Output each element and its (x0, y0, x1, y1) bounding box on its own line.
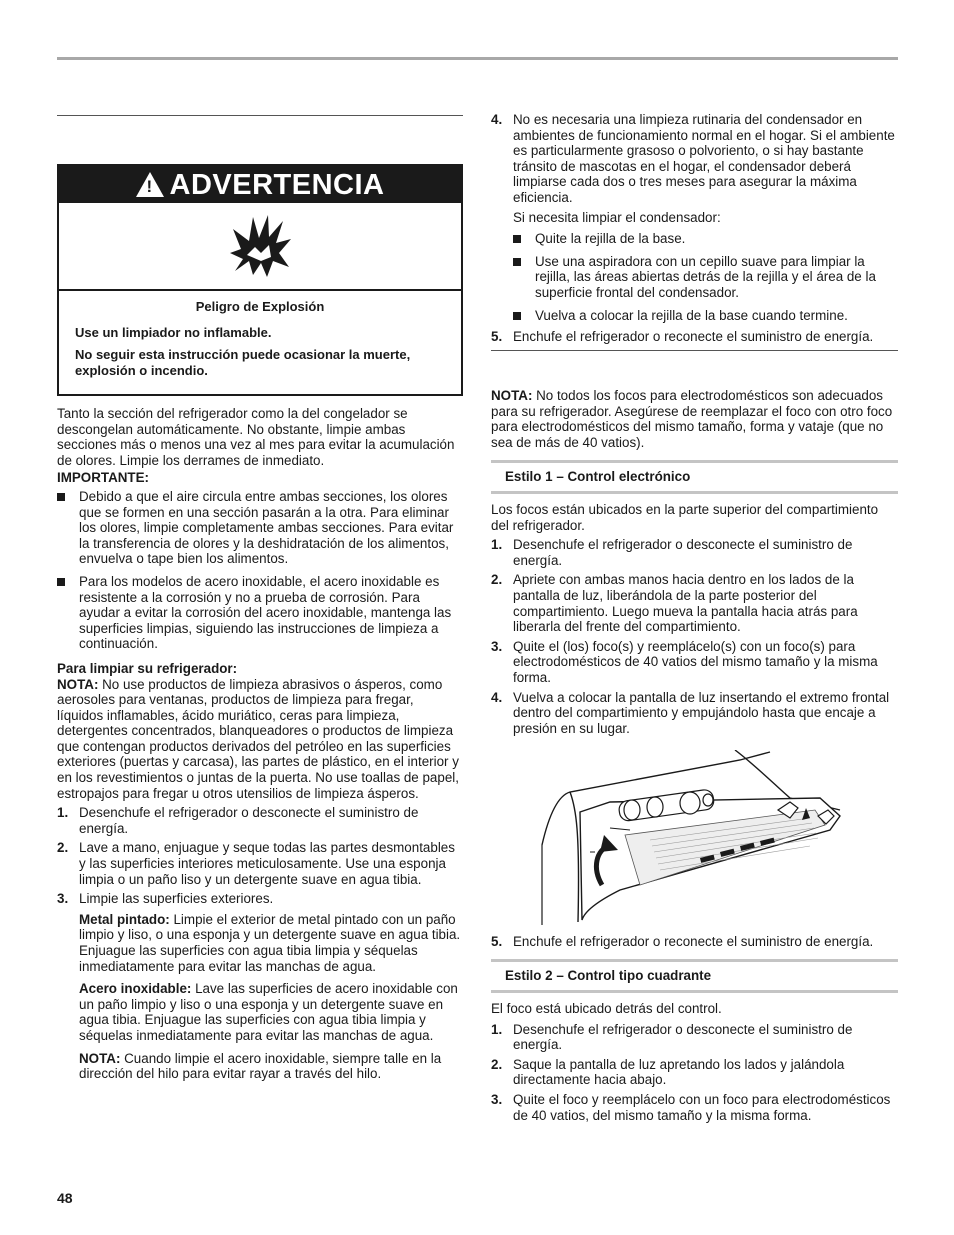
step-text: Apriete con ambas manos hacia dentro en los lados de la pantalla de luz, liberándola de la parte posterior del compartimiento. Luego mueva la pantalla hacia atrás para liberarla del frente del compartimiento. (513, 572, 858, 635)
style1-intro: Los focos están ubicados en la parte superior del compartimiento del refrigerador. (491, 502, 879, 533)
clean-heading: Para limpiar su refrigerador: (57, 660, 238, 676)
step-item (57, 840, 463, 887)
step-text: Saque la pantalla de luz apretando los lados y jalándola directamente hacia abajo. (513, 1056, 845, 1088)
step-number: 1. (491, 537, 503, 553)
step-number: 5. (491, 329, 503, 345)
step-text: Quite el (los) foco(s) y reemplácelo(s) con un foco(s) para electrodomésticos de 40 vatios del mismo tamaño y la misma forma. (513, 638, 878, 685)
step-item (491, 572, 898, 634)
warning-box (57, 164, 463, 396)
bullet-text: Quite la rejilla de la base. (535, 231, 686, 247)
list-item (513, 308, 898, 324)
step-number: 4. (491, 112, 503, 127)
warning-icon-area (59, 203, 461, 291)
bulb-nota-label: NOTA: (491, 388, 533, 403)
stainless-label: Acero inoxidable: (79, 981, 192, 997)
step-item (491, 329, 898, 345)
step-text: Vuelva a colocar la pantalla de luz insertando el extremo frontal dentro del compartimiento y empujándolo hasta que encaje a presión en su lugar. (513, 689, 890, 736)
step-item (491, 1092, 898, 1123)
step-number: 1. (57, 805, 69, 821)
step-item (491, 1022, 898, 1053)
stainless-text: Lave las superficies de acero inoxidable con un paño limpio y liso o una esponja y un detergente suave en agua tibia. Enjuague las superficies con agua tibia limpia y séquelas inmediatamente para evitar las manchas de agua. (79, 981, 458, 1043)
top-rule (57, 57, 898, 60)
step-text: Enchufe el refrigerador o reconecte el suministro de energía. (513, 329, 874, 345)
bulb-nota (491, 388, 898, 450)
step-text: Quite el foco y reemplácelo con un foco para electrodomésticos de 40 vatios, del mismo tamaño y la misma forma. (513, 1091, 891, 1123)
style1-step5 (491, 934, 898, 950)
step-text: No es necesaria una limpieza rutinaria del condensador en ambientes de funcionamiento normal en el hogar. Si el ambiente es particularmente grasoso o polvoriento, o si hay bastante tránsito de mascotas en el hogar, el condensador deberá limpiarse cada dos o tres meses para asegurar la máxima eficiencia. (513, 112, 895, 205)
section-rule-left (57, 115, 463, 116)
style1-heading: Estilo 1 – Control electrónico (491, 460, 898, 494)
step-item (57, 805, 463, 836)
warning-triangle-icon: ! (136, 172, 164, 197)
warning-heading: Peligro de Explosión (195, 299, 325, 314)
important-label: IMPORTANTE: (57, 470, 149, 486)
step-item (491, 639, 898, 686)
step-number: 2. (491, 1056, 503, 1072)
list-item (513, 254, 898, 301)
intro-paragraph: Tanto la sección del refrigerador como la del congelador se descongelan automáticamente. No obstante, limpie ambas secciones más o menos una vez al mes para evitar la acumulación de olores. Limpie los derrames de inmediato. (57, 406, 455, 468)
nota-paragraph (57, 677, 463, 802)
step-number: 3. (491, 638, 503, 654)
warning-line1: Use un limpiador no inflamable. (75, 325, 272, 340)
step-text: Desenchufe el refrigerador o desconecte el suministro de energía. (513, 537, 853, 568)
painted-metal-text: Limpie el exterior de metal pintado con un paño limpio y liso, o una esponja y un detergente suave en agua tibia. Enjuague las superficies con agua tibia limpia y séquelas inmediatamente para evitar las manchas de agua. (79, 911, 461, 974)
list-item (57, 574, 463, 652)
bullet-text: Vuelva a colocar la rejilla de la base cuando termine. (535, 307, 848, 323)
page-number: 48 (57, 1190, 73, 1206)
step-item (491, 112, 898, 206)
step-number: 2. (491, 572, 503, 588)
step-number: 3. (57, 891, 69, 907)
stainless-paragraph (57, 981, 463, 1043)
bulb-nota-paragraph (491, 388, 898, 450)
style2-intro: El foco está ubicado detrás del control. (491, 1001, 722, 1016)
style2-heading: Estilo 2 – Control tipo cuadrante (491, 959, 898, 993)
stainless-nota-paragraph (57, 1051, 463, 1082)
step-text: Lave a mano, enjuague y seque todas las partes desmontables y las superficies interiores meticulosamente. Use una esponja limpia o un paño liso y un detergente suave en agua tibia. (79, 840, 455, 887)
warning-text (59, 291, 461, 379)
step-item (491, 934, 898, 950)
light-shield-illustration (540, 750, 860, 925)
list-item (513, 231, 898, 247)
step-item (491, 537, 898, 568)
step-item (57, 891, 463, 907)
explosion-icon (225, 211, 295, 281)
warning-line2: No seguir esta instrucción puede ocasionar la muerte, explosión o incendio. (75, 347, 411, 378)
nota-label: NOTA: (57, 676, 99, 692)
nota-text: No use productos de limpieza abrasivos o ásperos, como aerosoles para ventanas, productos de limpieza para fregar, líquidos inflamables, ácido muriático, ceras para limpieza, detergentes concentrados, blanqueadores o productos de limpieza que contengan productos derivados del petróleo en las superficies exteriores (puertas y carcasa), las partes de plástico, en el interior y en los revestimientos o juntas de la puerta. No use toallas de papel, estropajos para fregar u otros utensilios de limpieza ásperos. (57, 676, 459, 801)
left-body (57, 406, 463, 1082)
step-number: 4. (491, 689, 503, 705)
condenser-list (491, 231, 898, 323)
step-item (491, 690, 898, 737)
stainless-nota-text: Cuando limpie el acero inoxidable, siempre talle en la dirección del hilo para evitar rayar a través del hilo. (79, 1050, 442, 1082)
list-item (57, 489, 463, 567)
painted-metal-label: Metal pintado: (79, 911, 170, 927)
condenser-intro: Si necesita limpiar el condensador: (513, 209, 721, 225)
step-text: Limpie las superficies exteriores. (79, 891, 274, 907)
bulb-nota-text: No todos los focos para electrodomésticos son adecuados para su refrigerador. Asegúrese de reemplazar el foco con otro foco para electrodomésticos del mismo tamaño, forma y vataje (que no sea de más de 40 vatios). (491, 388, 893, 450)
bullet-text: Debido a que el aire circula entre ambas secciones, los olores que se formen en una sección pasarán a la otra. Para eliminar los olores, limpie completamente ambas secciones. Para evitar la transferencia de olores y la deshidratación de los alimentos, envuelva o tape bien los alimentos. (79, 488, 454, 567)
warning-header (59, 166, 461, 203)
step-number: 5. (491, 934, 503, 949)
step-text: Enchufe el refrigerador o reconecte el suministro de energía. (513, 934, 874, 949)
style2-body (491, 1001, 898, 1123)
step-text: Desenchufe el refrigerador o desconecte el suministro de energía. (79, 805, 419, 836)
step-text: Desenchufe el refrigerador o desconecte el suministro de energía. (513, 1021, 853, 1053)
step-item (491, 1057, 898, 1088)
section-rule-right (491, 350, 898, 351)
stainless-nota-label: NOTA: (79, 1050, 121, 1066)
bullet-text: Para los modelos de acero inoxidable, el acero inoxidable es resistente a la corrosión y no a prueba de corrosión. Para ayudar a evitar la corrosión del acero inoxidable, mantenga las superficies limpias, siguiendo las instrucciones de limpieza a continuación. (79, 573, 452, 652)
step-number: 1. (491, 1021, 503, 1037)
right-top-body (491, 112, 898, 345)
step-number: 2. (57, 840, 69, 856)
step-number: 3. (491, 1091, 503, 1107)
warning-title: ADVERTENCIA (169, 168, 385, 201)
painted-metal-paragraph (57, 912, 463, 974)
style1-body (491, 502, 898, 736)
bullet-text: Use una aspiradora con un cepillo suave para limpiar la rejilla, las áreas abiertas detrás de la rejilla y el área de la superficie frontal del condensador. (535, 253, 876, 300)
